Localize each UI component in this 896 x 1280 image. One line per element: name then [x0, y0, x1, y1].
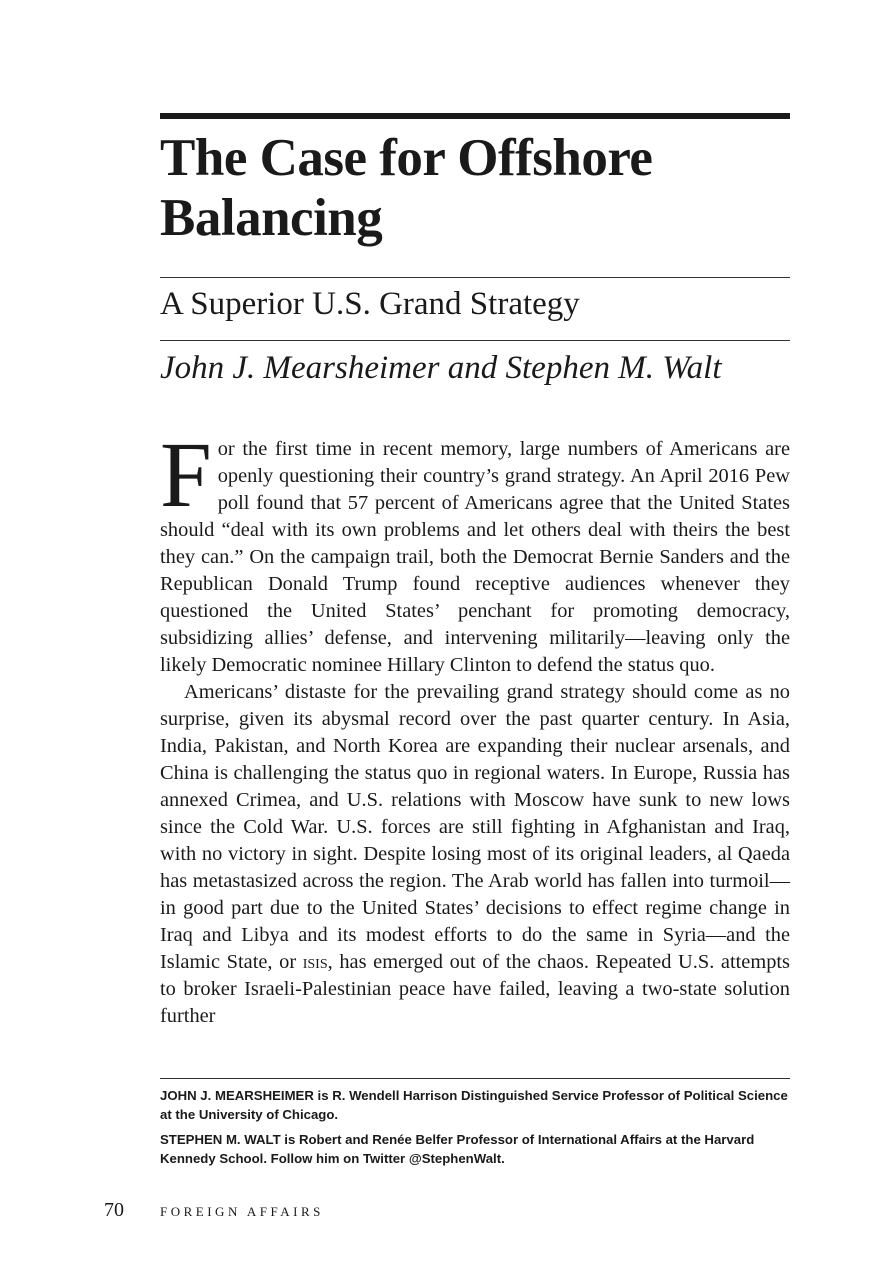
article-body — [160, 424, 790, 1030]
article-title: The Case for Offshore Balancing — [160, 129, 653, 247]
body-paragraph-2-text-b: , has emerged out of the chaos. Repeated U.S. attempts to broker Israeli-Palestinian peace have failed, leaving a two-state solution further — [160, 951, 790, 1027]
author-bio-walt — [160, 1130, 790, 1168]
authors-top-rule — [160, 340, 790, 341]
article-authors: John J. Mearsheimer and Stephen M. Walt — [160, 350, 722, 386]
body-paragraph-1 — [160, 424, 790, 679]
footnote-rule — [160, 1078, 790, 1079]
body-paragraph-2 — [160, 679, 790, 1030]
body-paragraph-1-text: or the first time in recent memory, large numbers of Americans are openly questioning their country’s grand strategy. An April 2016 Pew poll found that 57 percent of Americans agree that the United States should “deal with its own problems and let others deal with theirs the best they can.” On the campaign trail, both the Democrat Bernie Sanders and the Republican Donald Trump found receptive audiences whenever they questioned the United States’ penchant for promoting democracy, subsidizing allies’ defense, and intervening militarily—leaving only the likely Democratic nominee Hillary Clinton to defend the status quo. — [160, 438, 790, 676]
bio-name: JOHN J. MEARSHEIMER — [160, 1088, 314, 1103]
isis-acronym: isis — [302, 951, 328, 973]
bio-name: STEPHEN M. WALT — [160, 1132, 281, 1147]
article-subtitle: A Superior U.S. Grand Strategy — [160, 286, 580, 322]
drop-cap: F — [160, 424, 212, 527]
author-bio-mearsheimer — [160, 1086, 790, 1124]
bio-text: is R. Wendell Harrison Distinguished Service Professor of Political Science at the University of Chicago. — [160, 1088, 788, 1122]
subtitle-top-rule — [160, 277, 790, 278]
bio-text: is Robert and Renée Belfer Professor of International Affairs at the Harvard Kennedy School. Follow him on Twitter @StephenWalt. — [160, 1132, 755, 1166]
page-number: 70 — [104, 1199, 124, 1221]
title-top-rule — [160, 113, 790, 119]
publication-name: FOREIGN AFFAIRS — [160, 1204, 324, 1219]
body-paragraph-2-text-a: Americans’ distaste for the prevailing grand strategy should come as no surprise, given its abysmal record over the past quarter century. In Asia, India, Pakistan, and North Korea are expanding their nuclear arsenals, and China is challenging the status quo in regional waters. In Europe, Russia has annexed Crimea, and U.S. relations with Moscow have sunk to new lows since the Cold War. U.S. forces are still fighting in Afghanistan and Iraq, with no victory in sight. Despite losing most of its original leaders, al Qaeda has metastasized across the region. The Arab world has fallen into turmoil—in good part due to the United States’ decisions to effect regime change in Iraq and Libya and its modest efforts to do the same in Syria—and the Islamic State, or — [160, 681, 790, 973]
